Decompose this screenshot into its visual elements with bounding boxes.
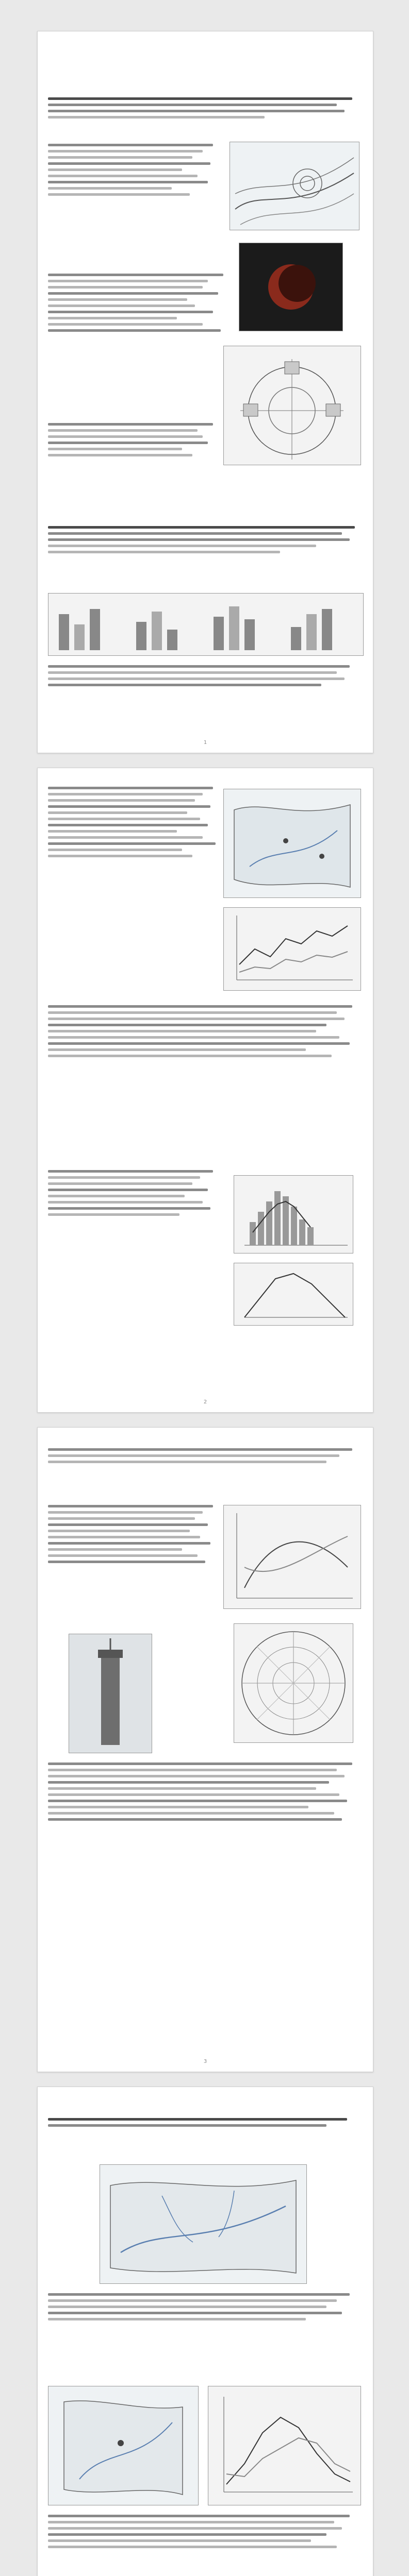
question-text-block [48,526,357,583]
sun-path-drawing [224,346,361,465]
bar-chart-strip-figure [48,593,364,656]
profile-chart-drawing [234,1263,353,1325]
dot-chart-figure [223,1505,361,1609]
tower-photo-figure [69,1634,152,1753]
exam-page-1 [37,31,373,753]
question-text-block [48,1448,357,1495]
watershed-map-drawing [100,2165,306,2283]
question-text-block [48,1005,357,1160]
eclipse-drawing [239,243,342,331]
question-text-block [48,144,218,257]
question-text-block [48,274,228,408]
polar-diagram-drawing [234,1624,353,1742]
question-text-block [48,2118,357,2154]
eclipse-photo-figure [239,243,343,331]
contour-map-drawing [230,142,359,230]
location-map-drawing [48,2386,198,2505]
multi-line-chart-figure [208,2386,361,2505]
multi-line-chart-drawing [208,2386,361,2505]
regional-map-drawing [224,789,361,897]
sun-path-diagram-figure [223,346,361,465]
page-number: 1 [203,740,207,745]
question-text-block [48,1170,218,1325]
exam-page-3 [37,1427,373,2072]
question-text-block [48,1762,357,1948]
tower-drawing [69,1634,152,1753]
question-text-block [48,423,218,516]
question-text-block [48,2515,357,2576]
question-text-block [48,97,357,133]
climate-chart-figure [234,1175,353,1253]
question-text-block [48,2293,357,2370]
climate-chart-drawing [234,1176,353,1253]
page-number: 3 [203,2059,207,2064]
regional-map-figure [223,789,361,898]
exam-page-4 [37,2087,373,2576]
location-map-figure [48,2386,199,2505]
question-text-block [48,665,357,727]
page-number: 2 [203,1399,207,1405]
contour-map-figure [230,142,359,230]
question-text-block [48,787,218,972]
watershed-map-figure [100,2164,307,2284]
dot-chart-drawing [224,1505,361,1608]
profile-chart-figure [234,1263,353,1326]
line-chart-figure [223,907,361,991]
polar-diagram-figure [234,1623,353,1743]
line-chart-drawing [224,908,361,990]
bar-chart-strip-drawing [48,594,363,655]
exam-page-2 [37,768,373,1413]
